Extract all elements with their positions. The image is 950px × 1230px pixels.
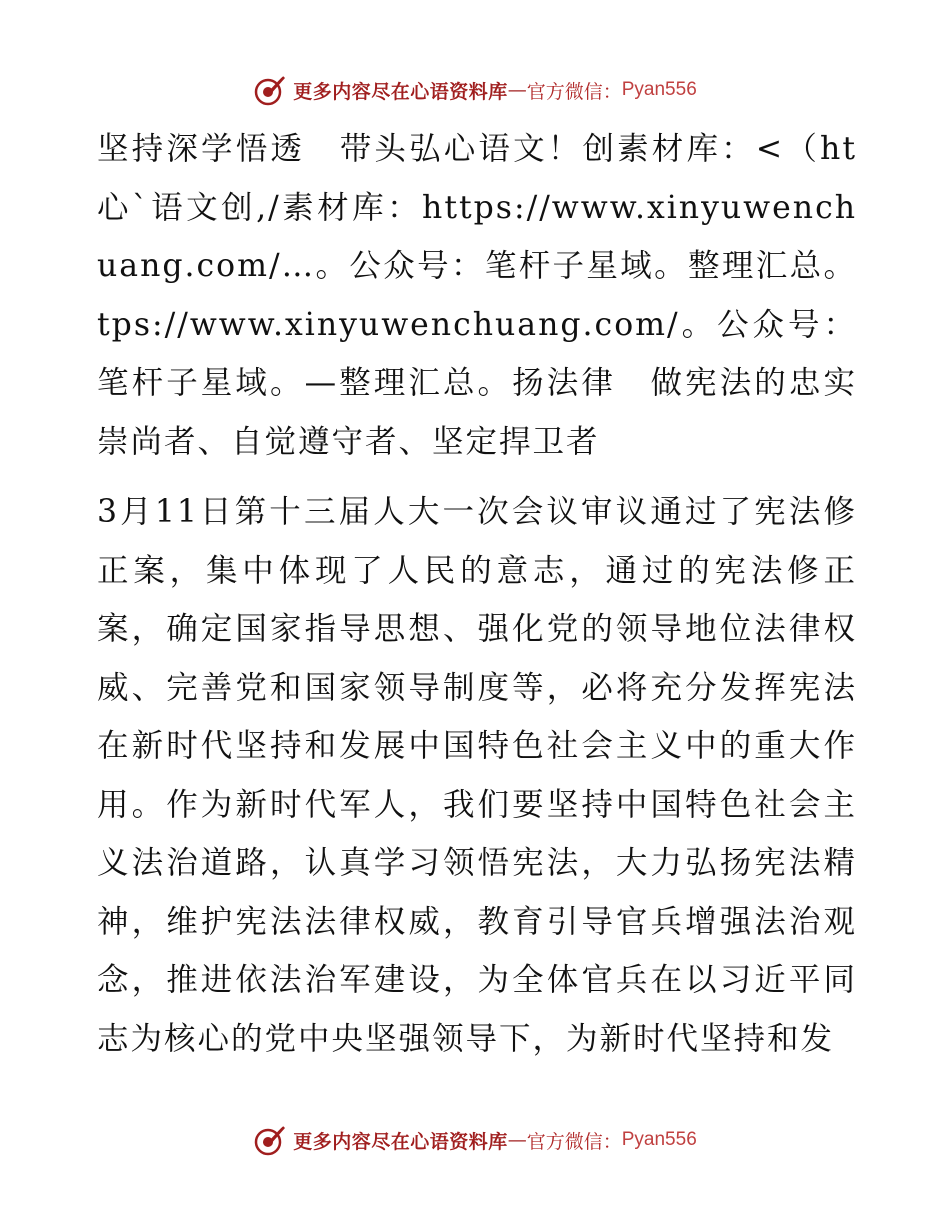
banner-separator: — xyxy=(507,79,527,101)
banner-main-text: 更多内容尽在心语资料库 xyxy=(293,1130,508,1153)
banner-sub-text: 官方微信： xyxy=(526,80,622,103)
banner-wechat-id: Pyan556 xyxy=(621,79,697,100)
quill-logo-icon xyxy=(253,1123,287,1157)
paragraph-2: 3月11日第十三届人大一次会议审议通过了宪法修正案，集中体现了人民的意志，通过的宪法修正案，确定国家指导思想、强化党的领导地位法律权威、完善党和国家领导制度等，必将充分发挥宪法在新时代坚持和发展中国特色社会主义中的重大作用。作为新时代军人，我们要坚持中国特色社会主义法治道路，认真学习领悟宪法，大力弘扬宪法精神，维护宪法法律权威，教育引导官兵增强法治观念，推进依法治军建设，为全体官兵在以习近平同志为核心的党中央坚强领导下，为新时代坚持和发 xyxy=(97,494,857,1057)
paragraph-1: 坚持深学悟透 带头弘心语文！创素材库：<（ht心`语文创,/素材库：https://www.xinyuwenchuang.com/…。公众号：笔杆子星域。整理汇总。tps://www.xinyuwenchuang.com/。公众号：笔杆子星域。—整理汇总。扬法律 做宪法的忠实崇尚者、自觉遵守者、坚定捍卫者 xyxy=(97,131,857,460)
banner-sub-text: 官方微信： xyxy=(526,1130,622,1153)
header-watermark-banner xyxy=(0,70,950,110)
banner-separator: — xyxy=(507,1129,527,1151)
quill-logo-icon xyxy=(253,73,287,107)
document-body xyxy=(97,120,857,1068)
banner-main-text: 更多内容尽在心语资料库 xyxy=(293,80,508,103)
footer-watermark-banner xyxy=(0,1120,950,1160)
banner-wechat-id: Pyan556 xyxy=(621,1129,697,1150)
